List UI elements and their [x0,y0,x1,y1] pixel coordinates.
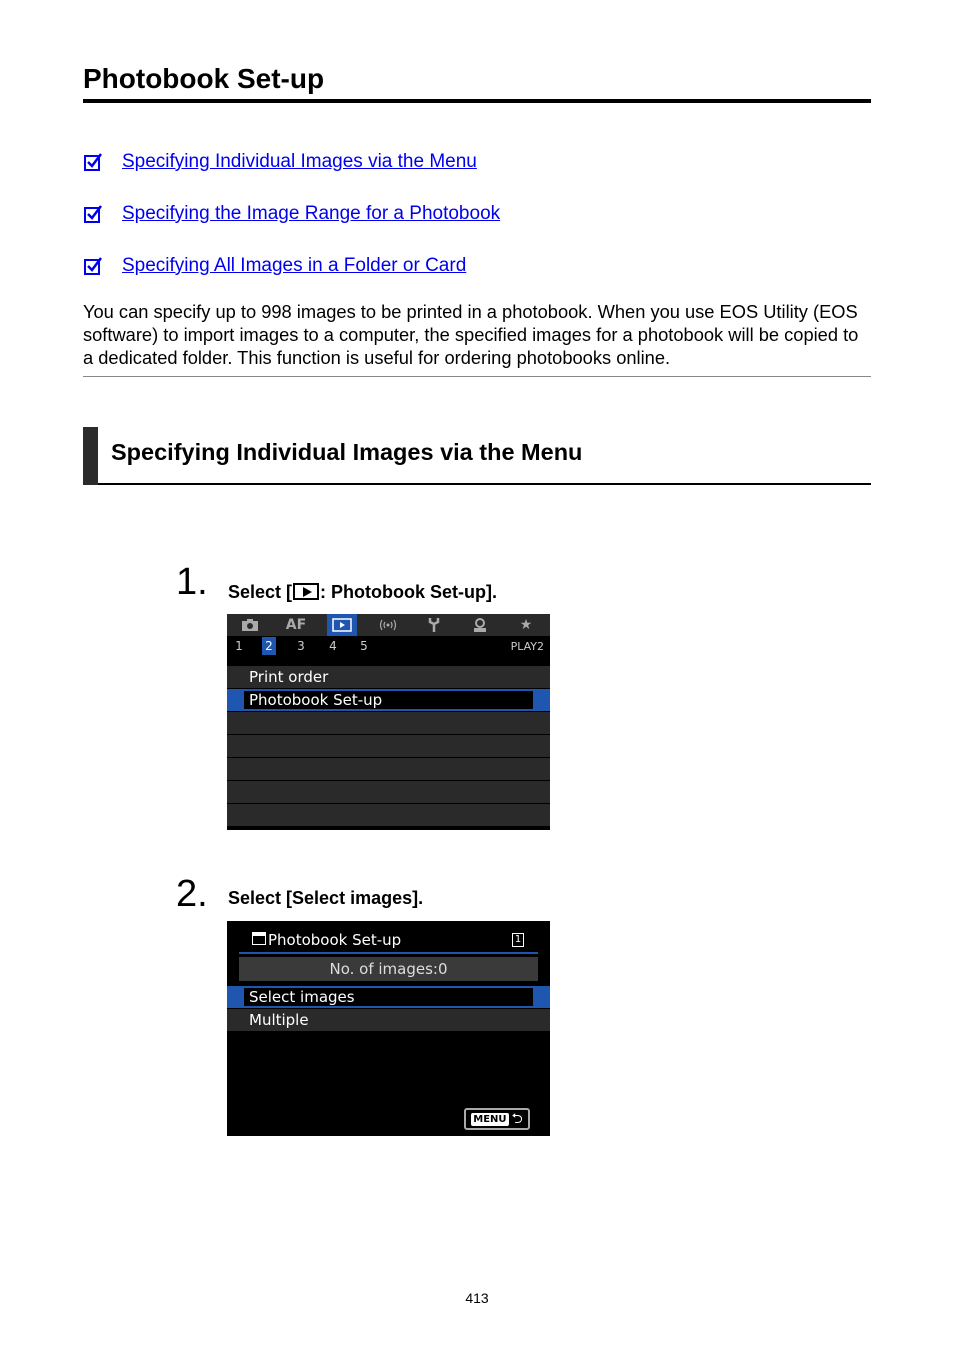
subtab-3[interactable]: 3 [297,639,305,653]
menu-row-empty [227,781,550,804]
menu-item-select-images[interactable] [227,986,550,1009]
playback-icon [293,583,319,600]
toc-item[interactable] [83,150,477,174]
wrench-icon[interactable] [419,614,449,636]
menu-item-label: Select images [249,988,355,1006]
toc-link-image-range[interactable]: Specifying the Image Range for a Photobook [122,203,501,224]
menu-row-empty [227,804,550,827]
image-count: No. of images:0 [239,957,538,981]
step-number: 1. [176,561,208,603]
checkbox-link-icon [83,152,103,172]
play-icon[interactable] [327,614,357,636]
menu-label: MENU [473,1113,507,1125]
photobook-icon [252,932,266,945]
subtab-4[interactable]: 4 [329,639,337,653]
section-heading [83,427,871,485]
camera-icon[interactable] [235,614,265,636]
tab-label: PLAY2 [510,640,544,653]
section-bar [83,427,98,485]
camera-menu-screen [227,614,550,830]
toc-item[interactable] [83,254,466,278]
subtab-2[interactable]: 2 [262,637,276,655]
intro-divider [83,376,871,377]
menu-row-empty [227,758,550,781]
menu-row-empty [227,712,550,735]
step-text-prefix: Select [ [228,582,293,602]
menu-item-label: Photobook Set-up [249,691,383,709]
step-text-suffix: : Photobook Set-up]. [320,582,497,602]
menu-subtabs [227,636,550,658]
intro-paragraph: You can specify up to 998 images to be printed in a photobook. When you use EOS Utility (EOS software) to import images to a computer, the specified images for a photobook will be copied to a dedicated folder. This function is useful for ordering photobooks online. [83,301,859,368]
menu-item-label: Print order [249,668,329,686]
subtab-5[interactable]: 5 [360,639,368,653]
toc-item[interactable] [83,202,500,226]
menu-item-photobook-setup[interactable] [227,689,550,712]
page-title: Photobook Set-up [83,63,325,94]
section-title: Specifying Individual Images via the Menu [111,439,583,465]
subtab-1[interactable]: 1 [235,639,243,653]
toc-link-all-images[interactable]: Specifying All Images in a Folder or Card [122,255,467,276]
screen-title: Photobook Set-up [268,931,402,949]
menu-item-label: Multiple [249,1011,309,1029]
step-text: Select [Select images]. [228,888,424,908]
title-underline [239,952,538,954]
menu-item-multiple[interactable] [227,1009,550,1032]
checkbox-link-icon [83,256,103,276]
star-icon[interactable]: ★ [519,617,533,633]
custom-icon[interactable] [465,614,495,636]
menu-back-button[interactable] [464,1108,530,1130]
step-number: 2. [176,873,208,915]
toc-link-individual-images[interactable]: Specifying Individual Images via the Menu [122,151,477,172]
back-arrow-icon: ⮌ [511,1111,523,1127]
page-number: 413 [465,1290,489,1306]
menu-row-empty [227,735,550,758]
menu-tab-bar [227,614,550,636]
wireless-icon[interactable] [373,614,403,636]
step-text [228,582,497,603]
menu-item-print-order[interactable] [227,666,550,689]
tab-af[interactable]: AF [285,617,307,633]
camera-photobook-screen [227,921,550,1136]
checkbox-link-icon [83,204,103,224]
title-rule [83,99,871,103]
card-1-icon: 1 [512,933,524,947]
